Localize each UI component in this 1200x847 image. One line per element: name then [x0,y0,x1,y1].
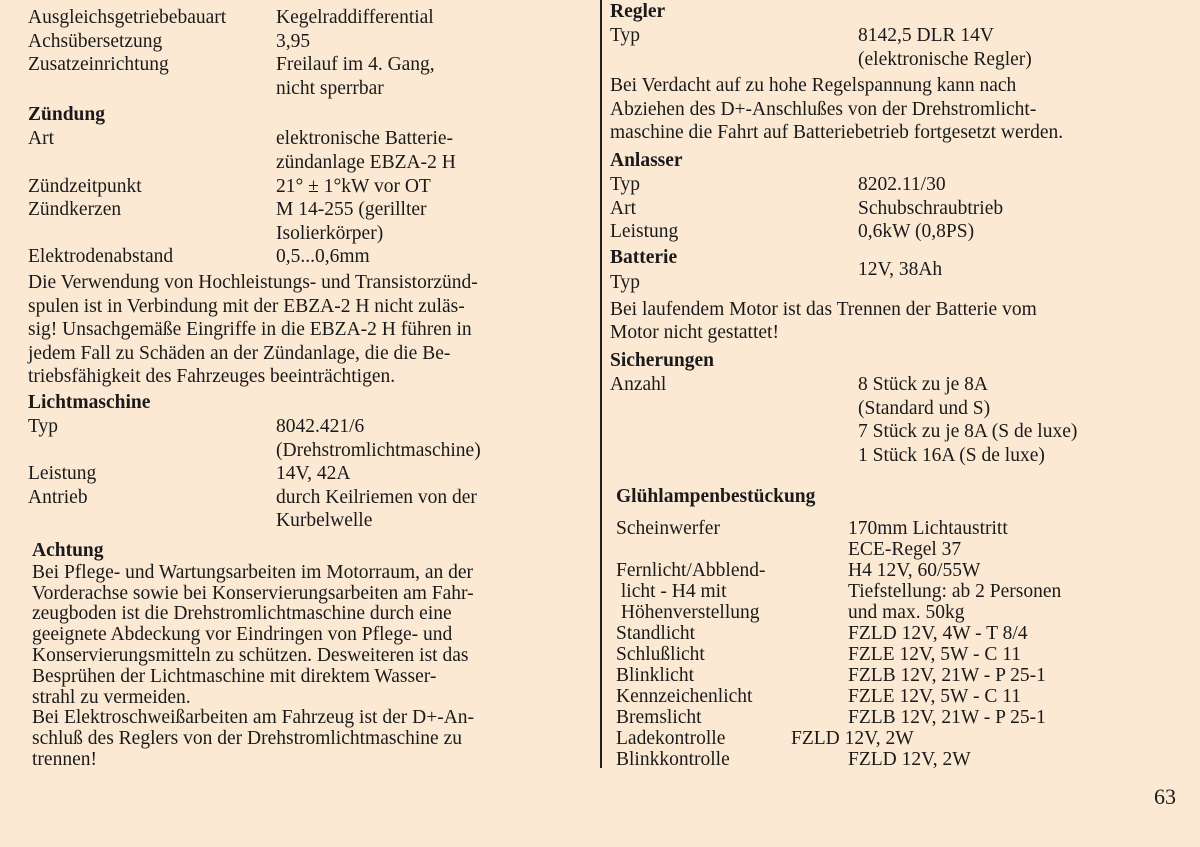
spec-row [28,175,588,199]
section-heading-regler: Regler [610,1,666,22]
spec-row [616,749,1196,770]
spec-label: Ladekontrolle [616,728,726,749]
spec-label: Bremslicht [616,707,702,728]
spec-label: Schlußlicht [616,644,705,665]
warning-heading: Achtung [32,539,104,561]
spec-label: Ausgleichsgetriebebauart [28,7,227,28]
section-heading-gluehlampen: Glühlampenbestückung [616,486,816,507]
lichtmaschine-specs [28,415,588,533]
right-column [610,0,1190,467]
zuendung-note: Die Verwendung von Hochleistungs- und Transistorzünd- spulen ist in Verbindung mit der EBZA-2 H nicht zuläs- sig! Unsachgemäße Eingriffe in die EBZA-2 H führen in jedem Fall zu Schäden an der Zündanlage, die die Be- triebsfähigkeit des Fahrzeuges beeinträchtigen. [28,271,478,388]
spec-label: Fernlicht/Abblend- licht - H4 mit Höhenverstellung [616,560,766,623]
spec-value: FZLB 12V, 21W - P 25-1 [848,665,1046,686]
spec-row [28,198,588,245]
spec-label: Typ [610,173,641,195]
spec-label: Typ [610,25,641,46]
spec-label: Typ [610,271,641,293]
spec-row [616,665,1196,686]
left-column [28,6,588,771]
spec-label: Zündkerzen [28,199,122,221]
spec-value: 8202.11/30 [858,173,946,195]
spec-value: 0,5...0,6mm [276,246,370,268]
warning-text: Bei Pflege- und Wartungsarbeiten im Motorraum, an der Vorderachse sowie bei Konservierungsarbeiten am Fahr- zeugboden ist die Drehstromlichtmaschine durch eine geeignete Abdeckung vor Eindringen von Pflege- und Konservierungsmitteln zu schützen. Desweiteren ist das Besprühen der Lichtmaschine mit direktem Wasser- strahl zu vermeiden. Bei Elektroschweißarbeiten am Fahrzeug ist der D+-An- schluß des Reglers von der Drehstromlichtmaschine zu trennen! [32,561,475,771]
spec-value: FZLB 12V, 21W - P 25-1 [848,707,1046,728]
spec-row [616,686,1196,707]
spec-value: FZLE 12V, 5W - C 11 [848,686,1021,707]
spec-value: FZLD 12V, 2W [791,728,914,749]
spec-row [28,415,588,462]
section-heading-zuendung: Zündung [28,104,105,126]
spec-row [610,173,1190,197]
spec-row [616,707,1196,728]
spec-label: Scheinwerfer [616,518,720,539]
spec-label: Art [610,197,636,219]
spec-row [28,53,588,100]
spec-value: elektronische Batterie- zündanlage EBZA-2 H [276,128,456,173]
spec-row [28,30,588,54]
spec-value: 0,6kW (0,8PS) [858,221,975,243]
spec-value: 8 Stück zu je 8A (Standard und S) 7 Stück zu je 8A (S de luxe) 1 Stück 16A (S de luxe) [858,373,1078,466]
spec-row [610,220,1190,244]
spec-value: 21° ± 1°kW vor OT [276,175,431,197]
spec-row [616,518,1196,560]
spec-label: Antrieb [28,486,88,508]
batterie-block [610,246,1190,294]
spec-value: 8042.421/6 (Drehstromlichtmaschine) [276,415,481,461]
spec-label: Zusatzeinrichtung [28,54,169,76]
spec-label: Anzahl [610,373,667,395]
spec-value: Kegelraddifferential [276,7,434,28]
spec-row [28,486,588,533]
spec-label: Zündzeitpunkt [28,175,142,197]
spec-value: durch Keilriemen von der Kurbelwelle [276,486,477,532]
section-heading-lichtmaschine: Lichtmaschine [28,391,151,413]
spec-value: H4 12V, 60/55W Tiefstellung: ab 2 Personen und max. 50kg [848,560,1062,623]
spec-row [616,623,1196,644]
spec-row [28,127,588,174]
section-heading-anlasser: Anlasser [610,149,683,171]
section-heading-sicherungen: Sicherungen [610,349,715,371]
section-heading-batterie: Batterie [610,246,678,268]
spec-label: Typ [28,415,59,437]
page-number: 63 [1154,784,1176,809]
spec-row [610,24,1190,71]
spec-value: M 14-255 (gerillter Isolierkörper) [276,199,427,244]
spec-value: 3,95 [276,30,311,52]
spec-value: 12V, 38Ah [858,258,943,280]
spec-row [616,644,1196,665]
gluehlampen-specs [616,518,1196,770]
spec-label: Blinkkontrolle [616,749,730,770]
spec-value: Freilauf im 4. Gang, nicht sperrbar [276,54,435,99]
spec-label: Achsübersetzung [28,30,163,52]
zuendung-specs [28,127,588,269]
spec-label: Leistung [28,463,97,485]
spec-value: FZLD 12V, 4W - T 8/4 [848,623,1028,644]
spec-label: Standlicht [616,623,696,644]
spec-row [28,245,588,269]
spec-label: Art [28,128,54,150]
spec-value: FZLD 12V, 2W [848,749,971,770]
spec-label: Kennzeichenlicht [616,686,753,707]
spec-label: Blinklicht [616,665,694,686]
spec-row [616,560,1196,623]
spec-row [28,6,588,30]
spec-label: Elektrodenabstand [28,246,174,268]
spec-value: 8142,5 DLR 14V (elektronische Regler) [858,25,1032,70]
spec-value: 170mm Lichtaustritt ECE-Regel 37 [848,518,1008,560]
drivetrain-specs [28,6,588,100]
spec-row [610,373,1190,467]
spec-row [28,462,588,486]
warning-block [28,539,588,771]
column-divider [600,0,602,768]
spec-label: Leistung [610,221,679,243]
batterie-note: Bei laufendem Motor ist das Trennen der Batterie vom Motor nicht gestattet! [610,298,1037,344]
spec-value: Schubschraubtrieb [858,197,1004,219]
spec-row [616,728,1196,749]
spec-value: FZLE 12V, 5W - C 11 [848,644,1021,665]
spec-value: 14V, 42A [276,463,351,485]
regler-note: Bei Verdacht auf zu hohe Regelspannung kann nach Abziehen des D+-Anschlußes von der Drehstromlicht- maschine die Fahrt auf Batteriebetrieb fortgesetzt werden. [610,75,1064,144]
spec-row [610,197,1190,221]
